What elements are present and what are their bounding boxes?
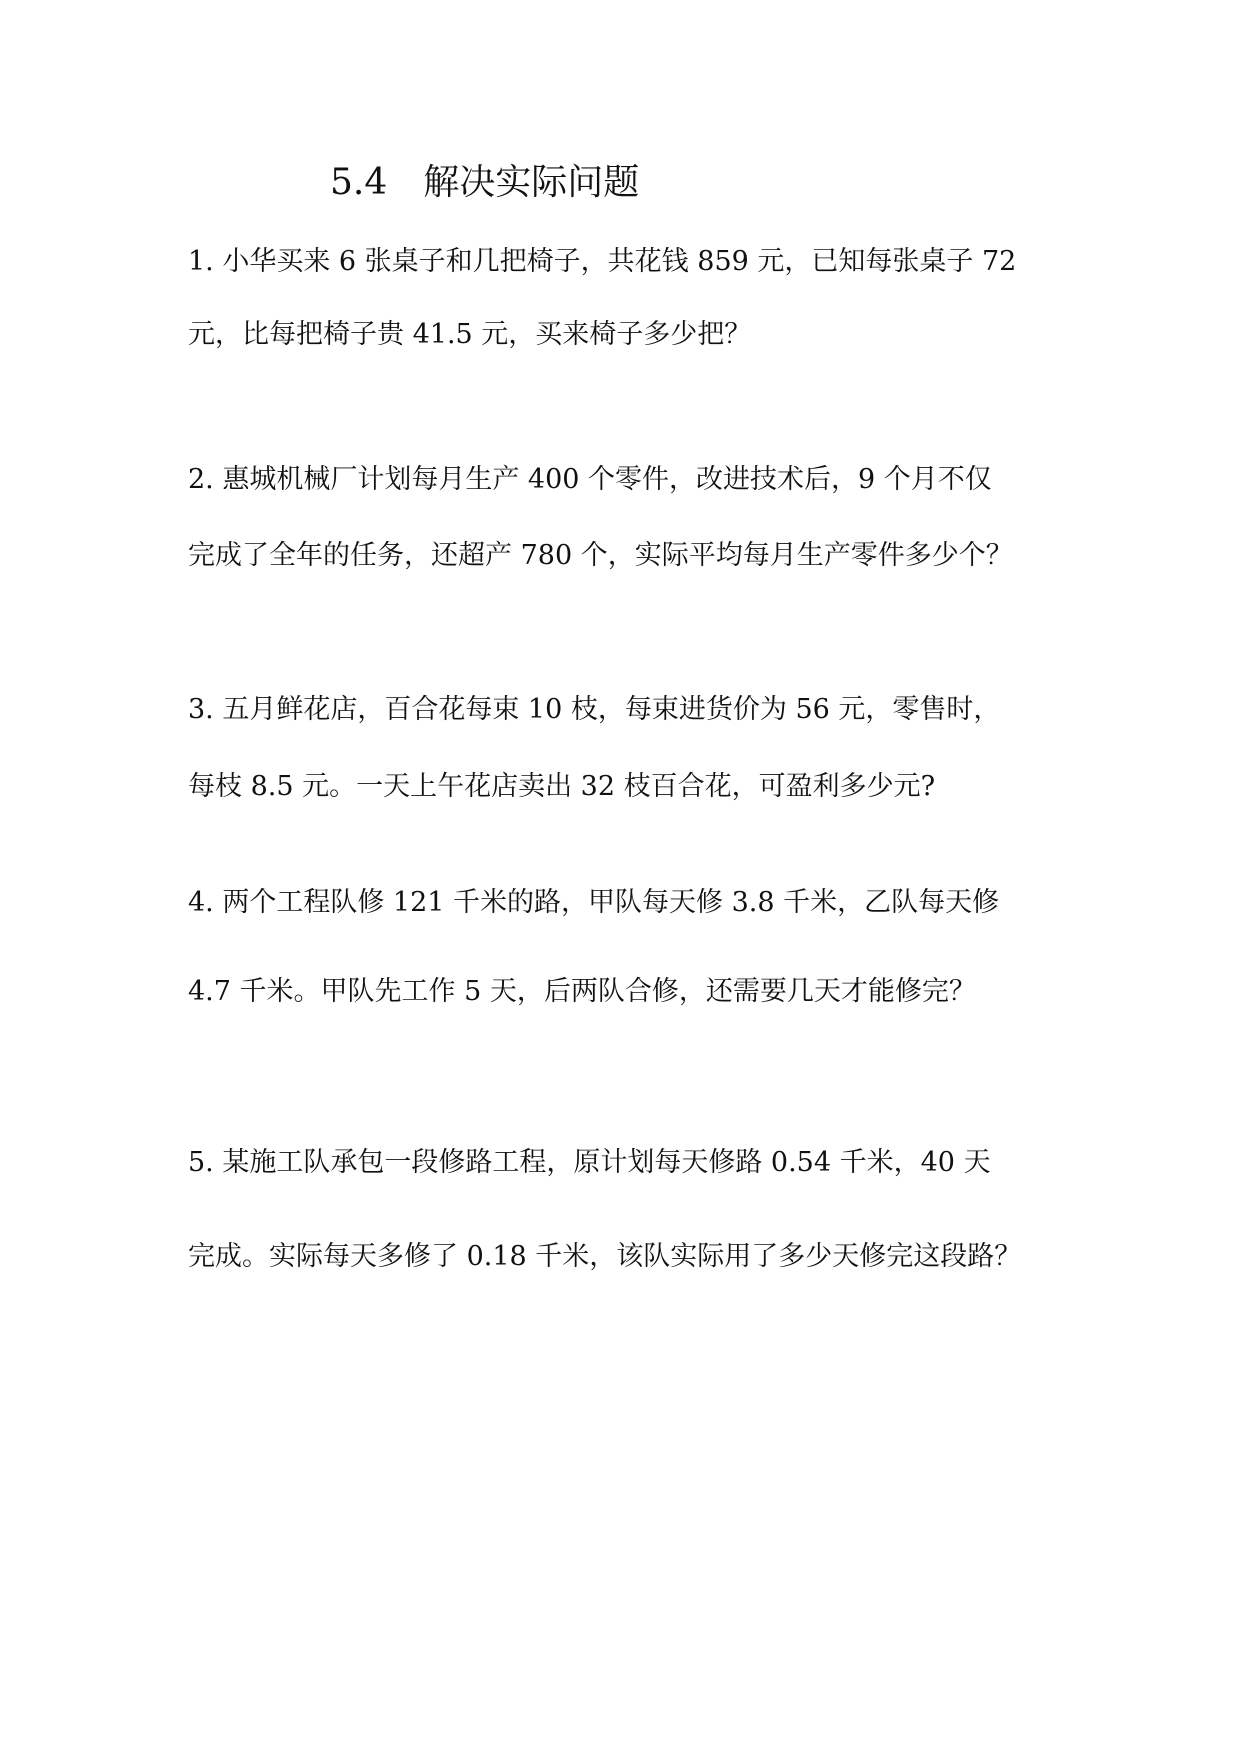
problem-1-line-2: 元，比每把椅子贵 41.5 元，买来椅子多少把？ <box>188 319 752 350</box>
problem-4-line-1: 4. 两个工程队修 121 千米的路，甲队每天修 3.8 千米，乙队每天修 <box>188 887 1000 918</box>
problem-1-line-1: 1. 小华买来 6 张桌子和几把椅子，共花钱 859 元，已知每张桌子 72 <box>188 246 1017 277</box>
problem-2-line-1: 2. 惠城机械厂计划每月生产 400 个零件，改进技术后，9 个月不仅 <box>188 464 992 495</box>
problem-5-line-2: 完成。实际每天多修了 0.18 千米，该队实际用了多少天修完这段路？ <box>188 1241 1022 1272</box>
page-title <box>330 158 639 208</box>
section-number: 5.4 <box>330 162 388 203</box>
problem-5-line-1: 5. 某施工队承包一段修路工程，原计划每天修路 0.54 千米，40 天 <box>188 1147 991 1178</box>
problem-3-line-1: 3. 五月鲜花店，百合花每束 10 枝，每束进货价为 56 元，零售时， <box>188 694 1001 725</box>
problem-3-line-2: 每枝 8.5 元。一天上午花店卖出 32 枝百合花，可盈利多少元? <box>188 771 936 802</box>
section-title: 解决实际问题 <box>423 162 640 203</box>
problem-2-line-2: 完成了全年的任务，还超产 780 个，实际平均每月生产零件多少个？ <box>188 540 1013 571</box>
problem-4-line-2: 4.7 千米。甲队先工作 5 天，后两队合修，还需要几天才能修完？ <box>188 976 976 1007</box>
